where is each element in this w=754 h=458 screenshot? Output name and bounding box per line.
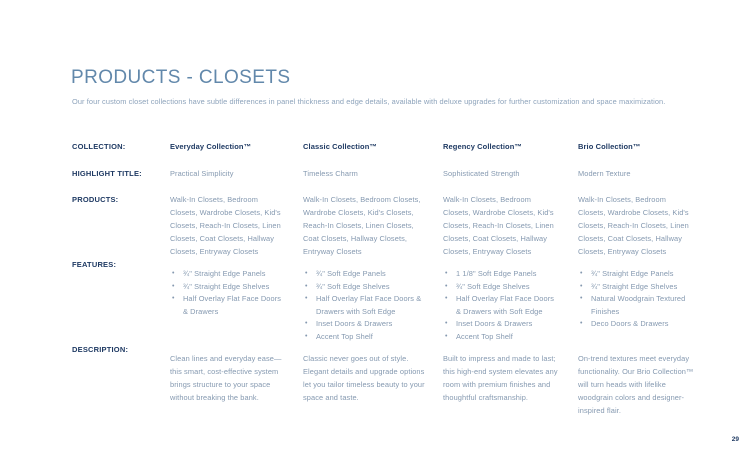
feature-item: • ¾" Straight Edge Panels — [578, 268, 695, 281]
description-regency: Built to impress and made to last; this high-end system elevates any room with premium finishes and thoughtful craftsmanship. — [443, 354, 558, 402]
feature-item: • Half Overlay Flat Face Doors & Drawers — [170, 293, 285, 318]
row-products — [72, 193, 732, 258]
feature-item: • Natural Woodgrain Textured Finishes — [578, 293, 695, 318]
feature-item: • ¾" Straight Edge Shelves — [578, 281, 695, 294]
collection-header-regency: Regency Collection™ — [443, 142, 522, 151]
row-highlight-title — [72, 167, 732, 180]
row-label-products: PRODUCTS: — [72, 195, 119, 204]
feature-item: • Accent Top Shelf — [443, 331, 560, 344]
row-label-highlight-title: HIGHLIGHT TITLE: — [72, 169, 142, 178]
products-brio: Walk-In Closets, Bedroom Closets, Wardrobe Closets, Kid's Closets, Reach-In Closets, Linen Closets, Coat Closets, Hallway Closets, Entryway Closets — [578, 195, 689, 256]
description-everyday: Clean lines and everyday ease—this smart, cost-effective system brings structure to your space without breaking the bank. — [170, 354, 282, 402]
feature-item: • 1 1/8" Soft Edge Panels — [443, 268, 560, 281]
products-everyday: Walk-In Closets, Bedroom Closets, Wardrobe Closets, Kid's Closets, Reach-In Closets, Linen Closets, Coat Closets, Hallway Closets, Entryway Closets — [170, 195, 281, 256]
collection-header-everyday: Everyday Collection™ — [170, 142, 252, 151]
features-classic — [303, 258, 443, 343]
row-label-collection: COLLECTION: — [72, 142, 126, 151]
feature-item: • ¾" Soft Edge Shelves — [303, 281, 425, 294]
feature-item: • Deco Doors & Drawers — [578, 318, 695, 331]
feature-item: • Inset Doors & Drawers — [303, 318, 425, 331]
row-label-features: FEATURES: — [72, 260, 117, 269]
collection-header-brio: Brio Collection™ — [578, 142, 641, 151]
feature-item: • Half Overlay Flat Face Doors & Drawers with Soft Edge — [443, 293, 560, 318]
highlight-brio: Modern Texture — [578, 169, 631, 178]
feature-item: • Inset Doors & Drawers — [443, 318, 560, 331]
features-list-brio — [578, 268, 695, 331]
highlight-regency: Sophisticated Strength — [443, 169, 520, 178]
row-description — [72, 343, 732, 417]
description-classic: Classic never goes out of style. Elegant details and upgrade options let you tailor timeless beauty to your space and taste. — [303, 354, 425, 402]
collection-header-classic: Classic Collection™ — [303, 142, 378, 151]
row-features — [72, 258, 732, 343]
feature-item: • ¾" Straight Edge Shelves — [170, 281, 285, 294]
collections-comparison-table — [72, 140, 732, 417]
feature-item: • ¾" Soft Edge Shelves — [443, 281, 560, 294]
features-brio — [578, 258, 713, 331]
feature-item: • ¾" Straight Edge Panels — [170, 268, 285, 281]
features-list-regency — [443, 268, 560, 343]
features-list-everyday — [170, 268, 285, 318]
features-everyday — [170, 258, 303, 318]
feature-item: • ¾" Soft Edge Panels — [303, 268, 425, 281]
page-subtitle: Our four custom closet collections have subtle differences in panel thickness and edge details, available with deluxe upgrades for further customization and space maximization. — [72, 97, 666, 106]
page-number: 29 — [731, 436, 739, 443]
products-classic: Walk-In Closets, Bedroom Closets, Wardrobe Closets, Kid's Closets, Reach-In Closets, Linen Closets, Coat Closets, Hallway Closets, Entryway Closets — [303, 195, 421, 256]
row-label-description: DESCRIPTION: — [72, 345, 129, 354]
page-title: PRODUCTS - CLOSETS — [71, 67, 291, 88]
description-brio: On-trend textures meet everyday functionality. Our Brio Collection™ will turn heads with lifelike woodgrain colors and designer-inspired flair. — [578, 354, 694, 415]
highlight-everyday: Practical Simplicity — [170, 169, 234, 178]
features-regency — [443, 258, 578, 343]
feature-item: • Accent Top Shelf — [303, 331, 425, 344]
feature-item: • Half Overlay Flat Face Doors & Drawers with Soft Edge — [303, 293, 425, 318]
highlight-classic: Timeless Charm — [303, 169, 358, 178]
features-list-classic — [303, 268, 425, 343]
row-collection — [72, 140, 732, 153]
products-regency: Walk-In Closets, Bedroom Closets, Wardrobe Closets, Kid's Closets, Reach-In Closets, Linen Closets, Coat Closets, Hallway Closets, Entryway Closets — [443, 195, 554, 256]
